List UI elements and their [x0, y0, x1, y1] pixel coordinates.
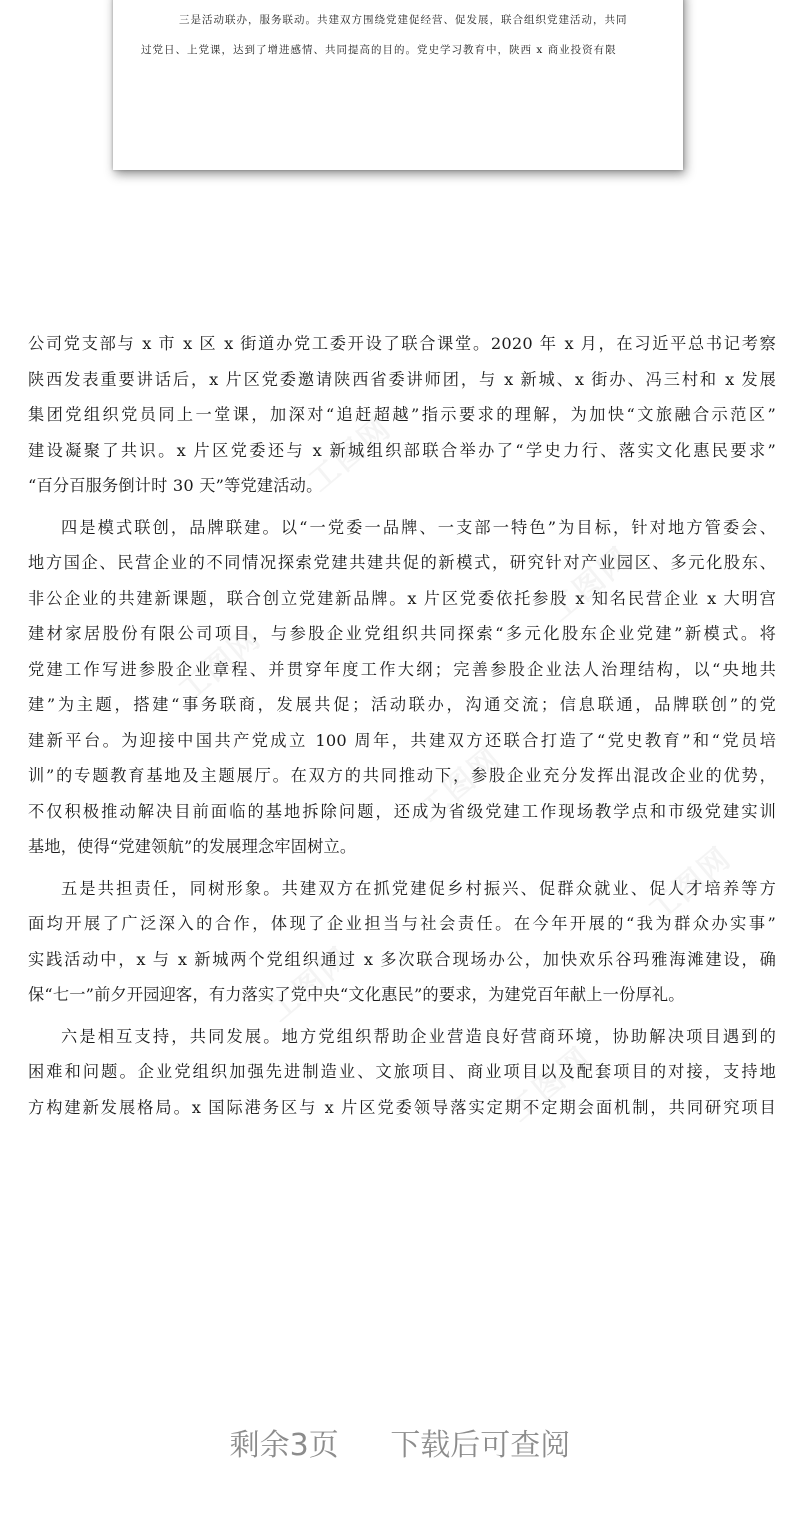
- text-line: 党建工作写进参股企业章程、并贯穿年度工作大纲；完善参股企业法人治理结构，以“央地共: [28, 659, 776, 679]
- paragraph-3: [28, 871, 776, 1013]
- text-line: 地方国企、民营企业的不同情况探索党建共建共促的新模式，研究针对产业园区、多元化股东、: [28, 553, 776, 572]
- paragraph-4: [28, 1019, 776, 1126]
- paragraph-2: [28, 510, 776, 865]
- text-line: 五是共担责任，同树形象。共建双方在抓党建促乡村振兴、促群众就业、促人才培养等方: [61, 878, 776, 898]
- remaining-pages-label: 剩余3页: [229, 1428, 339, 1463]
- text-line: 集团党组织党员同上一堂课，加深对“追赶超越”指示要求的理解，为加快“文旅融合示范区”: [28, 405, 776, 424]
- text-line: 建”为主题，搭建“事务联商，发展共促；活动联办，沟通交流；信息联通，品牌联创”的党: [28, 695, 776, 714]
- document-body: [28, 326, 776, 1125]
- text-line: 建设凝聚了共识。x 片区党委还与 x 新城组织部联合举办了“学史力行、落实文化惠民要求”: [28, 440, 776, 460]
- text-line: 建新平台。为迎接中国共产党成立 100 周年，共建双方还联合打造了“党史教育”和“党员培: [28, 730, 776, 750]
- text-line: 训”的专题教育基地及主题展厅。在双方的共同推动下，参股企业充分发挥出混改企业的优势，: [28, 766, 776, 785]
- text-line: 公司党支部与 x 市 x 区 x 街道办党工委开设了联合课堂。2020 年 x 月，在习近平总书记考察: [28, 334, 776, 353]
- text-line: 基地，使得“党建领航”的发展理念牢固树立。: [28, 837, 357, 856]
- preview-line-2: 过党日、上党课，达到了增进感情、共同提高的目的。党史学习教育中，陕西 x 商业投资有限: [141, 44, 617, 56]
- text-line: 四是模式联创，品牌联建。以“一党委一品牌、一支部一特色”为目标，针对地方管委会、: [61, 517, 776, 537]
- text-line: 面均开展了广泛深入的合作，体现了企业担当与社会责任。在今年开展的“我为群众办实事”: [28, 914, 776, 933]
- text-line: “百分百服务倒计时 30 天”等党建活动。: [28, 476, 323, 495]
- text-line: 六是相互支持，共同发展。地方党组织帮助企业营造良好营商环境，协助解决项目遇到的: [61, 1026, 776, 1046]
- text-line: 非公企业的共建新课题，联合创立党建新品牌。x 片区党委依托参股 x 知名民营企业 x 大明宫: [28, 588, 776, 608]
- text-line: 不仅积极推动解决目前面临的基地拆除问题，还成为省级党建工作现场教学点和市级党建实训: [28, 801, 776, 821]
- previous-page-preview: [113, 0, 683, 170]
- text-line: 陕西发表重要讲话后，x 片区党委邀请陕西省委讲师团，与 x 新城、x 街办、冯三村和 x 发展: [28, 369, 776, 389]
- download-to-view-label: 下载后可查阅: [390, 1428, 571, 1463]
- download-prompt[interactable]: [0, 1420, 800, 1464]
- preview-line-1: 三是活动联办，服务联动。共建双方围绕党建促经营、促发展，联合组织党建活动，共同: [179, 14, 628, 26]
- paragraph-1: [28, 326, 776, 504]
- text-line: 实践活动中，x 与 x 新城两个党组织通过 x 多次联合现场办公，加快欢乐谷玛雅海滩建设，确: [28, 949, 776, 969]
- text-line: 保“七一”前夕开园迎客，有力落实了党中央“文化惠民”的要求，为建党百年献上一份厚礼。: [28, 985, 685, 1004]
- text-line: 方构建新发展格局。x 国际港务区与 x 片区党委领导落实定期不定期会面机制，共同研究项目: [28, 1097, 776, 1117]
- text-line: 建材家居股份有限公司项目，与参股企业党组织共同探索“多元化股东企业党建”新模式。将: [28, 624, 776, 643]
- text-line: 困难和问题。企业党组织加强先进制造业、文旅项目、商业项目以及配套项目的对接，支持地: [28, 1062, 776, 1081]
